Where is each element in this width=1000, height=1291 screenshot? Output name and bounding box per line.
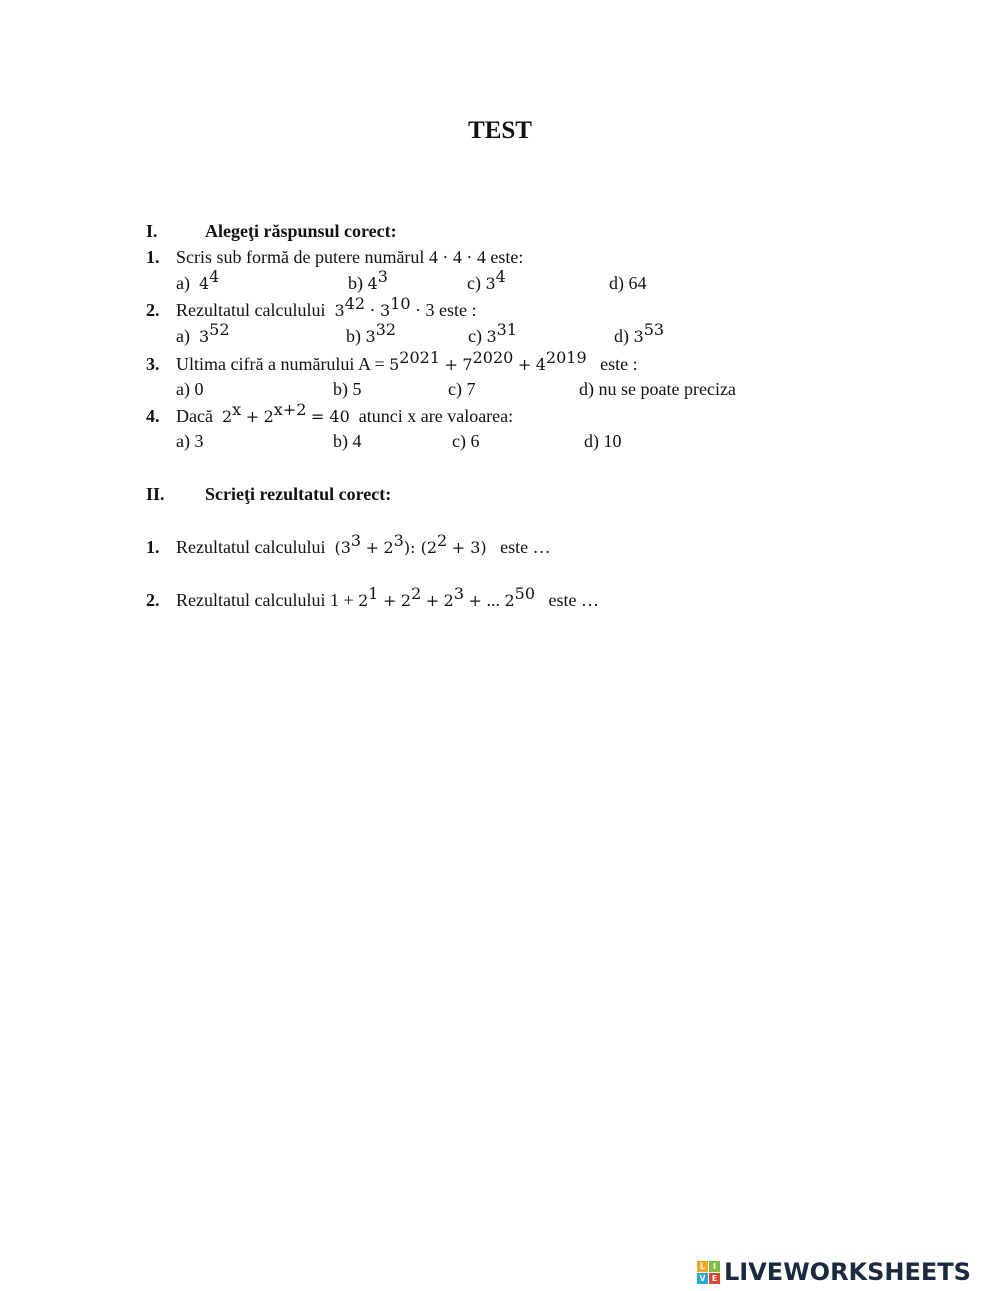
option-b[interactable]: b) $3^{32}$ <box>346 320 397 346</box>
question-1-2: 2. Rezultatul calculului $3^{42} \cdot 3^{10} \cdot 3$ este : <box>146 294 477 320</box>
question-text: Ultima cifră a numărului A = <box>176 354 385 374</box>
question-1-3: 3. Ultima cifră a numărului $A = 5^{2021} + 7^{2020} + 4^{2019}$ este : <box>146 348 638 374</box>
question-number: 2. <box>146 300 160 320</box>
answer-blank[interactable]: este … <box>500 537 551 557</box>
section-1-title: Alegeţi răspunsul corect: <box>205 221 397 241</box>
option-c[interactable]: c) 7 <box>448 379 476 399</box>
question-number: 4. <box>146 406 160 426</box>
question-text: Rezultatul calculului 1 + <box>176 590 354 610</box>
logo-squares-icon: L I V E <box>697 1261 720 1284</box>
logo-text: LIVEWORKSHEETS <box>724 1258 971 1286</box>
option-b[interactable]: b) $4^3$ <box>348 267 388 293</box>
question-text: Rezultatul calculului <box>176 537 326 557</box>
question-number: 1. <box>146 537 160 557</box>
option-d[interactable]: d) 64 <box>609 273 647 293</box>
question-text: Rezultatul calculului <box>176 300 326 320</box>
option-a[interactable]: a) 3 <box>176 431 204 451</box>
question-text: Dacă <box>176 406 213 426</box>
option-b[interactable]: b) 4 <box>333 431 362 451</box>
section-2-number: II. <box>146 484 165 504</box>
section-2-title: Scrieţi rezultatul corect: <box>205 484 392 504</box>
option-b[interactable]: b) 5 <box>333 379 362 399</box>
option-d[interactable]: d) 10 <box>584 431 622 451</box>
question-number: 3. <box>146 354 160 374</box>
option-c[interactable]: c) 6 <box>452 431 480 451</box>
page-title: TEST <box>468 117 532 144</box>
question-1-4: 4. Dacă $2^x + 2^{x+2} = 40$ atunci x are valoarea: <box>146 400 514 426</box>
liveworksheets-logo <box>697 1258 971 1286</box>
question-number: 1. <box>146 247 160 267</box>
question-2-2: 2. Rezultatul calculului $1 + 2^1 + 2^2 + 2^3$ + ... $2^{50}$ este … <box>146 584 599 610</box>
question-text: Scris sub formă de putere numărul 4 · 4 · 4 este: <box>176 247 524 267</box>
answer-blank[interactable]: este … <box>548 590 599 610</box>
option-a[interactable]: a) $3^{52}$ <box>176 320 230 346</box>
option-a[interactable]: a) $4^4$ <box>176 267 220 293</box>
question-1-1 <box>146 246 523 268</box>
option-c[interactable]: c) $3^4$ <box>467 267 506 293</box>
question-number: 2. <box>146 590 160 610</box>
option-d[interactable]: d) $3^{53}$ <box>614 320 665 346</box>
option-c[interactable]: c) $3^{31}$ <box>468 320 518 346</box>
section-1-number: I. <box>146 221 158 241</box>
question-2-1: 1. Rezultatul calculului $(3^3 + 2^3)$: $(2^2 + 3)$ este … <box>146 531 551 557</box>
option-a[interactable]: a) 0 <box>176 379 204 399</box>
option-d[interactable]: d) nu se poate preciza <box>579 379 736 399</box>
